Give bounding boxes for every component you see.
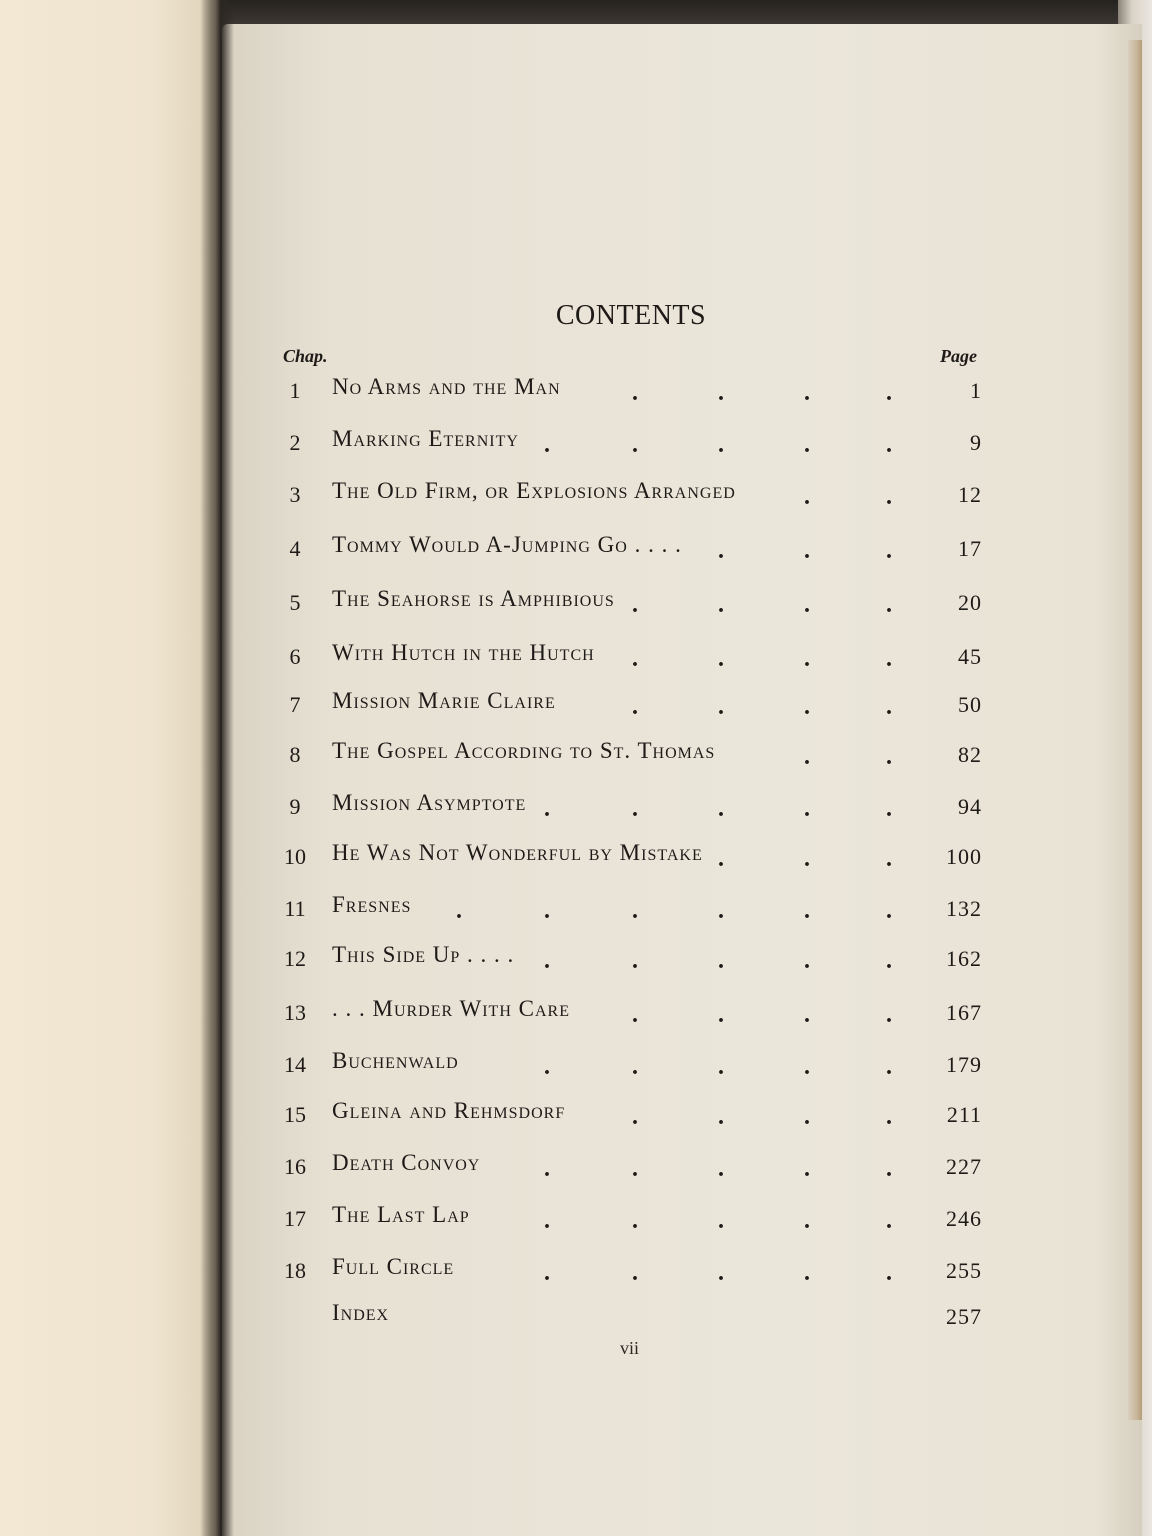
leader-dot: .: [886, 432, 892, 458]
leader-dot: .: [804, 432, 810, 458]
page-number: 17: [958, 536, 982, 561]
leader-dot: .: [718, 846, 724, 872]
chapter-title: Gleina and Rehmsdorf: [332, 1098, 566, 1123]
chapter-title: Index: [332, 1300, 390, 1325]
page-number: 12: [958, 482, 982, 507]
leader-dot: .: [632, 380, 638, 406]
leader-dot: .: [886, 1156, 892, 1182]
chapter-title: The Last Lap: [332, 1202, 470, 1227]
leader-dot: .: [804, 484, 810, 510]
leader-dot: .: [804, 538, 810, 564]
toc-entry: [270, 1048, 982, 1082]
chapter-title: Buchenwald: [332, 1048, 459, 1073]
leader-dot: .: [718, 948, 724, 974]
leader-dot: .: [804, 1156, 810, 1182]
page-number: 1: [970, 378, 982, 403]
chapter-title: This Side Up . . . .: [332, 942, 515, 967]
leader-dot: .: [886, 948, 892, 974]
leader-dot: .: [804, 898, 810, 924]
leader-dot: .: [544, 948, 550, 974]
leader-dot: .: [886, 646, 892, 672]
toc-entry: [270, 840, 982, 874]
leader-dot: .: [632, 1156, 638, 1182]
chapter-number: 16: [284, 1154, 306, 1179]
leader-dot: .: [632, 1208, 638, 1234]
page-number: 20: [958, 590, 982, 615]
chapter-title: Death Convoy: [332, 1150, 481, 1175]
leader-dot: .: [886, 796, 892, 822]
chapter-number: 17: [284, 1206, 306, 1231]
book-gutter: [200, 0, 234, 1536]
leader-dot: .: [804, 380, 810, 406]
leader-dot: .: [718, 1054, 724, 1080]
toc-entry: [270, 1098, 982, 1132]
leader-dot: .: [886, 694, 892, 720]
toc-entry: [270, 426, 982, 460]
page-number: 94: [958, 794, 982, 819]
leader-dot: .: [804, 796, 810, 822]
leader-dot: .: [804, 1208, 810, 1234]
leader-dot: .: [544, 1156, 550, 1182]
leader-dot: .: [718, 432, 724, 458]
leader-dot: .: [804, 1054, 810, 1080]
chapter-number: 4: [289, 536, 301, 561]
chapter-number: 15: [284, 1102, 306, 1127]
leader-dot: .: [886, 538, 892, 564]
leader-dot: .: [632, 1002, 638, 1028]
left-page: [0, 0, 218, 1536]
page-number: 246: [946, 1206, 982, 1231]
page-number: 162: [946, 946, 982, 971]
leader-dot: .: [544, 1260, 550, 1286]
page-number: 211: [946, 1102, 982, 1127]
page-number: 255: [946, 1258, 982, 1283]
chapter-title: Full Circle: [332, 1254, 455, 1279]
page-number: 179: [946, 1052, 982, 1077]
leader-dot: .: [886, 1054, 892, 1080]
leader-dot: .: [718, 592, 724, 618]
leader-dot: .: [886, 484, 892, 510]
leader-dot: .: [632, 898, 638, 924]
leader-dot: .: [804, 646, 810, 672]
leader-dot: .: [544, 432, 550, 458]
page-number: 100: [946, 844, 982, 869]
leader-dot: .: [632, 1054, 638, 1080]
leader-dot: .: [804, 694, 810, 720]
leader-dot: .: [718, 1104, 724, 1130]
leader-dot: .: [632, 592, 638, 618]
leader-dot: .: [632, 694, 638, 720]
toc-entry: [270, 1254, 982, 1288]
chapter-number: 6: [289, 644, 301, 669]
leader-dot: .: [804, 948, 810, 974]
chapter-number: 11: [284, 896, 306, 921]
chapter-title: Fresnes: [332, 892, 412, 917]
leader-dot: .: [804, 846, 810, 872]
chapter-column-header: Chap.: [283, 346, 328, 366]
page-column-header: Page: [940, 346, 977, 366]
page-number: 50: [958, 692, 982, 717]
chapter-number: 12: [284, 946, 306, 971]
leader-dot: .: [718, 1208, 724, 1234]
toc-entry: [270, 996, 982, 1030]
leader-dot: .: [886, 744, 892, 770]
chapter-number: 1: [289, 378, 301, 403]
toc-entry: [270, 942, 982, 976]
leader-dot: .: [886, 592, 892, 618]
toc-entry: [270, 532, 982, 566]
leader-dot: .: [804, 1260, 810, 1286]
leader-dot: .: [632, 646, 638, 672]
leader-dot: .: [804, 1002, 810, 1028]
chapter-title: He Was Not Wonderful by Mistake: [332, 840, 703, 865]
leader-dot: .: [718, 1260, 724, 1286]
chapter-number: 9: [289, 794, 301, 819]
chapter-number: 10: [284, 844, 306, 869]
toc-entry: [270, 688, 982, 722]
page-number: 227: [946, 1154, 982, 1179]
page-number: 82: [958, 742, 982, 767]
chapter-number: 14: [284, 1052, 306, 1077]
toc-entry: [270, 640, 982, 674]
page-number: 167: [946, 1000, 982, 1025]
chapter-title: Mission Marie Claire: [332, 688, 556, 713]
leader-dot: .: [718, 538, 724, 564]
leader-dot: .: [886, 846, 892, 872]
leader-dot: .: [886, 1208, 892, 1234]
leader-dot: .: [544, 1054, 550, 1080]
toc-entry-index: [270, 1300, 982, 1334]
leader-dot: .: [632, 432, 638, 458]
chapter-title: The Seahorse is Amphibious: [332, 586, 615, 611]
leader-dot: .: [544, 796, 550, 822]
toc-entry: [270, 1202, 982, 1236]
leader-dot: .: [544, 1208, 550, 1234]
toc-entry: [270, 738, 982, 772]
toc-entry: [270, 1150, 982, 1184]
leader-dot: .: [632, 1260, 638, 1286]
leader-dot: .: [886, 1002, 892, 1028]
leader-dot: .: [632, 948, 638, 974]
page-number: 132: [946, 896, 982, 921]
page-edge: [1128, 40, 1142, 1420]
contents-heading: CONTENTS: [555, 300, 707, 331]
page-number: 45: [958, 644, 982, 669]
leader-dot: .: [886, 898, 892, 924]
leader-dot: .: [544, 898, 550, 924]
chapter-title: With Hutch in the Hutch: [332, 640, 595, 665]
chapter-number: 18: [284, 1258, 306, 1283]
leader-dot: .: [886, 380, 892, 406]
toc-entry: [270, 478, 982, 512]
chapter-number: 5: [289, 590, 301, 615]
chapter-number: 8: [289, 742, 301, 767]
chapter-title: Mission Asymptote: [332, 790, 527, 815]
leader-dot: .: [718, 694, 724, 720]
chapter-title: The Gospel According to St. Thomas: [332, 738, 716, 763]
page-folio: vii: [620, 1338, 640, 1358]
leader-dot: .: [718, 646, 724, 672]
leader-dot: .: [718, 796, 724, 822]
chapter-title: . . . Murder With Care: [332, 996, 570, 1021]
leader-dot: .: [886, 1260, 892, 1286]
leader-dot: .: [718, 898, 724, 924]
leader-dot: .: [804, 744, 810, 770]
leader-dot: .: [804, 592, 810, 618]
leader-dot: .: [804, 1104, 810, 1130]
chapter-title: Tommy Would A-Jumping Go . . . .: [332, 532, 682, 557]
leader-dot: .: [886, 1104, 892, 1130]
chapter-title: The Old Firm, or Explosions Arranged: [332, 478, 736, 503]
leader-dot: .: [632, 1104, 638, 1130]
chapter-number: 2: [289, 430, 301, 455]
chapter-number: 7: [289, 692, 301, 717]
toc-entry: [270, 374, 982, 408]
leader-dot: .: [718, 380, 724, 406]
page-number: 9: [970, 430, 982, 455]
leader-dot: .: [718, 1002, 724, 1028]
chapter-title: Marking Eternity: [332, 426, 519, 451]
leader-dot: .: [718, 1156, 724, 1182]
toc-entry: [270, 790, 982, 824]
leader-dot: .: [456, 898, 462, 924]
chapter-title: No Arms and the Man: [332, 374, 561, 399]
page-number: 257: [946, 1304, 982, 1329]
leader-dot: .: [632, 796, 638, 822]
toc-entry: [270, 586, 982, 620]
toc-entry: [270, 892, 982, 926]
chapter-number: 13: [284, 1000, 306, 1025]
chapter-number: 3: [289, 482, 301, 507]
